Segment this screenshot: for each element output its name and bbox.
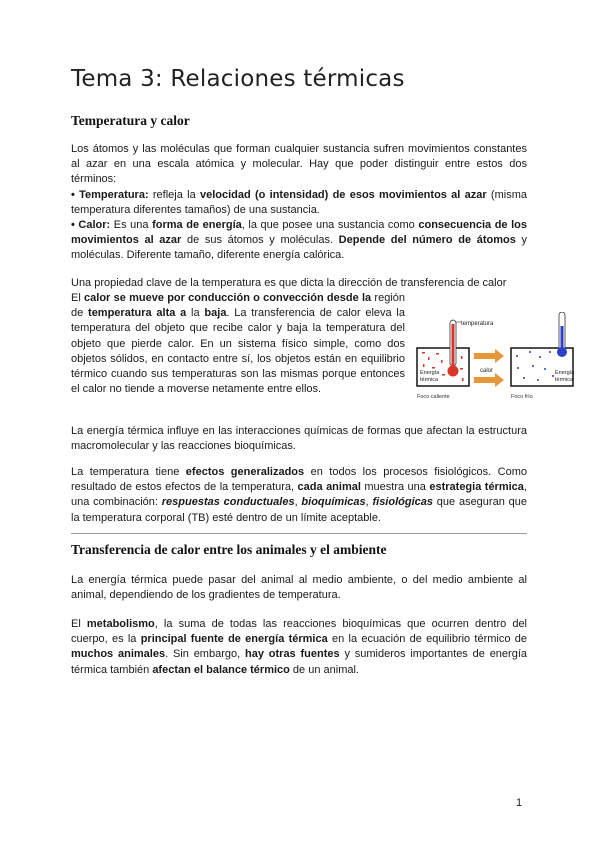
particle [537,379,539,381]
text-span: La temperatura tiene [71,466,186,478]
bold-span: forma de energía [152,219,242,231]
figure-label-termica-cold: térmica [555,377,574,383]
figure-label-energia-hot: Energía [420,370,440,376]
bold-span: hay otras fuentes [245,648,340,661]
text-span: región de [71,292,405,320]
bold-italic-span: fisiológicas [372,496,433,509]
particle [549,351,551,353]
text-span: , la que posee una sustancia como [241,219,419,231]
temperature-definition [71,188,527,218]
particle [529,351,531,353]
heat-transfer-figure [414,312,600,430]
text-span: muestra una [360,481,430,494]
particle [428,357,430,360]
section-heading-temperatura-calor: Temperatura y calor [71,113,190,128]
particle [462,378,464,381]
hot-thermometer-mercury [452,324,455,368]
figure-caption-hot: Foco caliente [417,394,450,400]
figure-label-calor: calor [480,368,494,374]
bold-span: metabolismo [86,618,155,630]
bold-italic-span: bioquímicas [301,496,366,509]
particle [436,353,439,355]
text-span: , una combinación: [71,481,527,509]
text-span: . La transferencia de calor eleva la temperatura del objeto que recibe calor y baja la temperatura del objeto que pierde calor. En un sistema físico simple, como dos objetos sólidos, en contacto entre sí, los objetos están en equilibrio térmico cuando sus temperaturas son las mismas porque entonces el calor no tiende a moverse netamente entre ellos. [71,307,405,396]
text-span: , la suma de todas las reacciones bioquímicas que ocurren dentro del cuerpo, es la [71,618,528,646]
bold-span: efectos generalizados [185,466,305,478]
interactions-paragraph: La energía térmica influye en las interacciones químicas de formas que afectan la estructura macromolecular y las reacciones bioquímicas. [71,425,527,453]
transfer-paragraph: La energía térmica puede pasar del animal al medio ambiente, o del medio ambiente al animal, dependiendo de los gradientes de temperatura. [71,574,527,602]
conduction-paragraph [71,291,405,397]
heat-arrow-top [474,349,504,363]
section-heading-transferencia: Transferencia de calor entre los animales y el ambiente [71,542,387,557]
figure-label-termica-hot: térmica [420,377,439,383]
particle [544,368,546,370]
section-divider [71,533,527,534]
text-span: , [294,496,302,509]
particle [517,367,519,369]
heat-definition [71,218,527,264]
text-span: (misma temperatura diferentes tamaños) de una sustancia. [71,189,527,217]
bold-italic-span: respuestas conductuales [161,496,295,509]
bold-span: baja [204,307,227,320]
particle [460,368,463,370]
figure-label-temperatura: temperatura [461,321,494,327]
particle [441,360,443,363]
bold-span: cada animal [297,481,361,494]
particle [516,355,518,357]
figure-label-energia-cold: Energía [555,370,575,376]
particle [442,374,445,376]
text-span: en la ecuación de equilibrio térmico de [327,633,528,646]
particle [432,367,435,369]
heat-arrow-bottom [474,373,504,387]
text-span: que aseguran que la temperatura corporal (TB) esté dentro de un límite aceptable. [71,496,527,524]
text-span: la [186,307,205,320]
particle [523,377,525,379]
page-title: Tema 3: Relaciones térmicas [71,66,405,92]
particle [422,352,425,354]
particle [532,365,534,367]
bold-span: velocidad (o intensidad) de esos movimientos al azar [199,189,487,201]
bold-span: calor se mueve por conducción o convección desde la [84,292,372,304]
text-span: en todos los procesos fisiológicos. Como resultado de estos efectos de la temperatura, [71,466,527,494]
text-span: Es una [110,219,153,231]
temperature-term: • Temperatura: [71,189,149,201]
text-span: El [71,292,85,304]
bold-span: estrategia térmica [429,481,524,494]
text-span: refleja la [148,189,200,201]
particle [461,356,463,359]
bold-span: muchos animales [71,648,166,661]
bold-span: afectan el balance térmico [152,663,290,676]
text-span: . Sin embargo, [165,648,245,661]
bold-span: consecuencia de los movimientos al azar [71,219,527,247]
particle [552,375,554,377]
text-span: de un animal. [289,663,359,676]
bold-span: Depende del número de átomos [338,234,516,247]
figure-caption-cold: Foco frío [511,394,533,400]
particle [423,364,425,367]
text-span: , [365,496,373,509]
hot-thermometer-bulb [448,366,459,377]
effects-paragraph [71,465,527,526]
page-number: 1 [516,797,523,809]
text-span: El [71,618,87,630]
property-line: Una propiedad clave de la temperatura es que dicta la dirección de transferencia de calor [71,277,507,289]
cold-thermometer-bulb [557,347,567,357]
bold-span: temperatura alta a [88,307,187,320]
text-span: y moléculas. Diferente tamaño, diferente energía calórica. [71,234,528,262]
bold-span: principal fuente de energía térmica [140,633,328,646]
text-span: y sumideros importantes de energía térmica también [71,648,527,676]
metabolism-paragraph [71,617,527,678]
particle [539,356,541,358]
text-span: de sus átomos y moléculas. [181,234,339,247]
intro-paragraph: Los átomos y las moléculas que forman cualquier sustancia sufren movimientos constantes al azar en una escala atómica y molecular. Hay que poder distinguir entre estos dos términos: [71,143,527,186]
heat-term: • Calor: [71,219,111,231]
